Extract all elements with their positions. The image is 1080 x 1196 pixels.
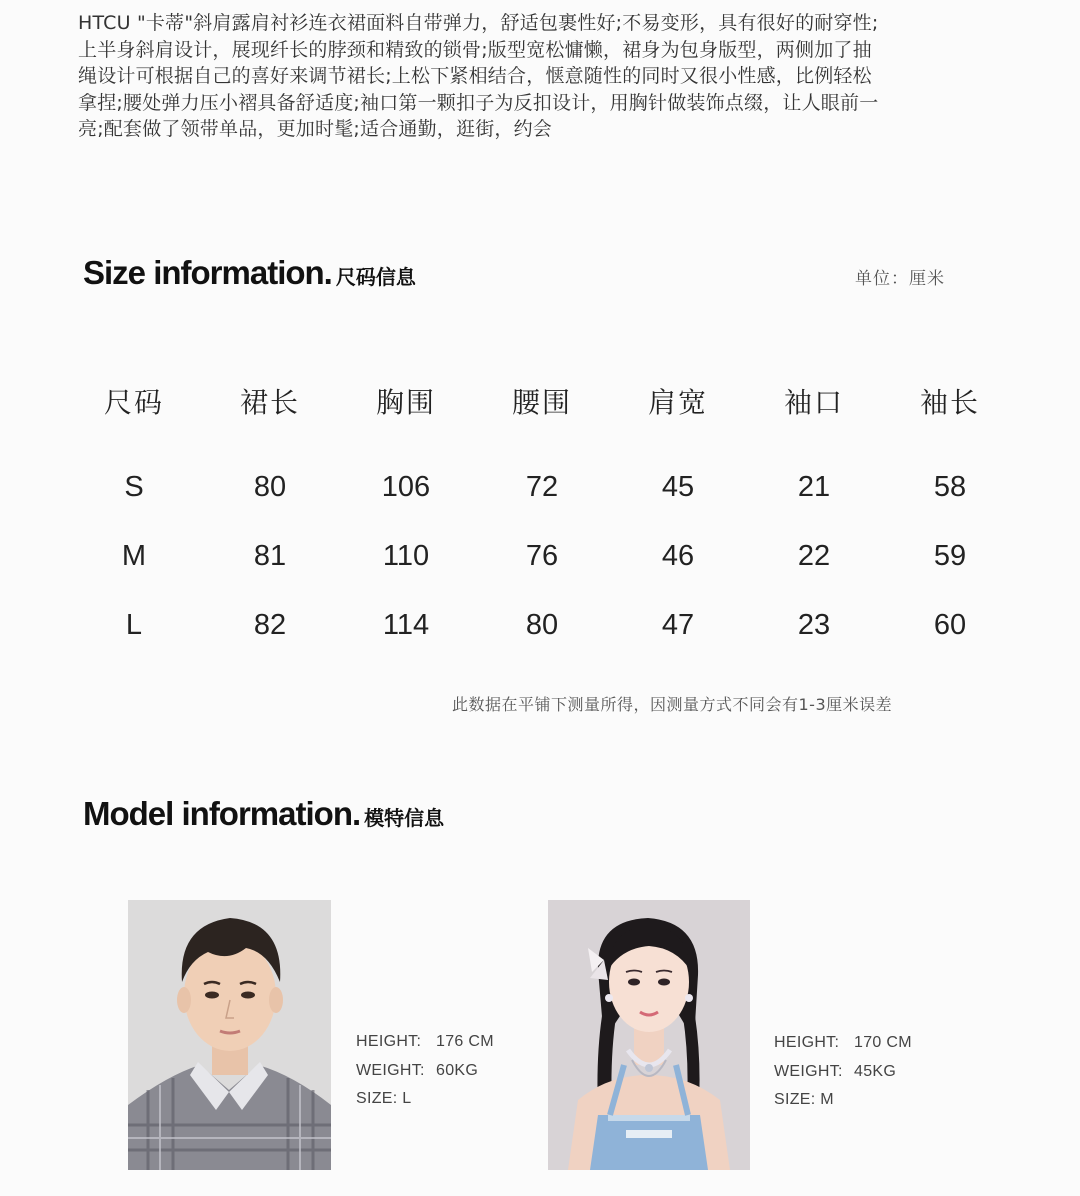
male-model-info: [356, 1028, 494, 1114]
height-label: HEIGHT:: [774, 1034, 840, 1051]
weight-label: WEIGHT:: [356, 1061, 425, 1079]
size-title-cn: 尺码信息: [335, 267, 416, 289]
table-cell: 58: [933, 471, 967, 503]
height-value: 176 CM: [436, 1033, 494, 1050]
description-line: 亮;配套做了领带单品，更加时髦;适合通勤，逛街，约会: [78, 118, 553, 140]
size-value: M: [820, 1091, 834, 1108]
table-cell: 82: [253, 609, 287, 641]
female-model-photo: [548, 900, 750, 1170]
weight-value: 45KG: [854, 1062, 897, 1080]
header-dress-length: 裙长: [239, 386, 300, 419]
model-title-en: Model information.: [83, 795, 361, 832]
size-label: SIZE:: [774, 1091, 816, 1108]
table-cell: L: [125, 609, 143, 641]
size-section-title: [83, 254, 416, 292]
weight-value: 60KG: [436, 1061, 479, 1079]
table-cell: 76: [525, 540, 559, 572]
model-section-title: [83, 795, 444, 833]
table-cell: 59: [933, 540, 967, 572]
height-label: HEIGHT:: [356, 1033, 422, 1050]
product-description: [78, 10, 998, 143]
height-value: 170 CM: [854, 1034, 912, 1051]
description-line: 上半身斜肩设计，展现纤长的脖颈和精致的锁骨;版型宽松慵懒，裙身为包身版型，两侧加了抽: [78, 38, 872, 61]
size-table: [66, 365, 1018, 660]
model-title-cn: 模特信息: [364, 808, 445, 830]
header-shoulder: 肩宽: [647, 386, 708, 419]
size-label: SIZE:: [356, 1090, 398, 1107]
description-line: HTCU "卡蒂"斜肩露肩衬衫连衣裙面料自带弹力，舒适包裹性好;不易变形，具有很好的耐穿性;: [78, 12, 879, 34]
male-model-photo: [128, 900, 331, 1170]
table-cell: S: [124, 471, 144, 503]
table-cell: 47: [661, 609, 695, 641]
description-line: 绳设计可根据自己的喜好来调节裙长;上松下紧相结合，惬意随性的同时又很小性感，比例轻松: [78, 65, 872, 87]
description-line: 拿捏;腰处弹力压小褶具备舒适度;袖口第一颗扣子为反扣设计，用胸针做装饰点缀，让人眼前一: [78, 91, 879, 114]
header-sleeve-length: 袖长: [919, 386, 980, 419]
table-cell: 46: [661, 540, 695, 572]
table-cell: 110: [382, 540, 430, 572]
table-cell: M: [121, 540, 147, 572]
table-cell: 114: [382, 609, 430, 641]
female-model-info: [774, 1029, 912, 1115]
weight-label: WEIGHT:: [774, 1062, 843, 1080]
header-size: 尺码: [103, 386, 164, 419]
table-row: [66, 591, 1018, 660]
table-cell: 45: [661, 471, 695, 503]
size-title-en: Size information.: [83, 254, 332, 291]
header-waist: 腰围: [511, 386, 572, 419]
table-row: [66, 437, 1018, 522]
header-cuff: 袖口: [783, 386, 844, 419]
table-cell: 22: [797, 540, 831, 572]
size-value: L: [402, 1090, 412, 1107]
table-cell: 23: [797, 609, 831, 641]
measurement-note: 此数据在平铺下测量所得，因测量方式不同会有1-3厘米误差: [452, 695, 893, 714]
table-cell: 21: [797, 471, 831, 503]
table-cell: 60: [933, 609, 967, 641]
table-row: [66, 522, 1018, 591]
table-cell: 80: [253, 471, 287, 503]
table-cell: 81: [253, 540, 287, 572]
table-cell: 72: [525, 471, 559, 503]
header-bust: 胸围: [375, 386, 436, 419]
size-table-header: [66, 365, 1018, 437]
table-cell: 106: [381, 471, 431, 503]
unit-label: 单位：厘米: [855, 269, 945, 289]
table-cell: 80: [525, 609, 559, 641]
